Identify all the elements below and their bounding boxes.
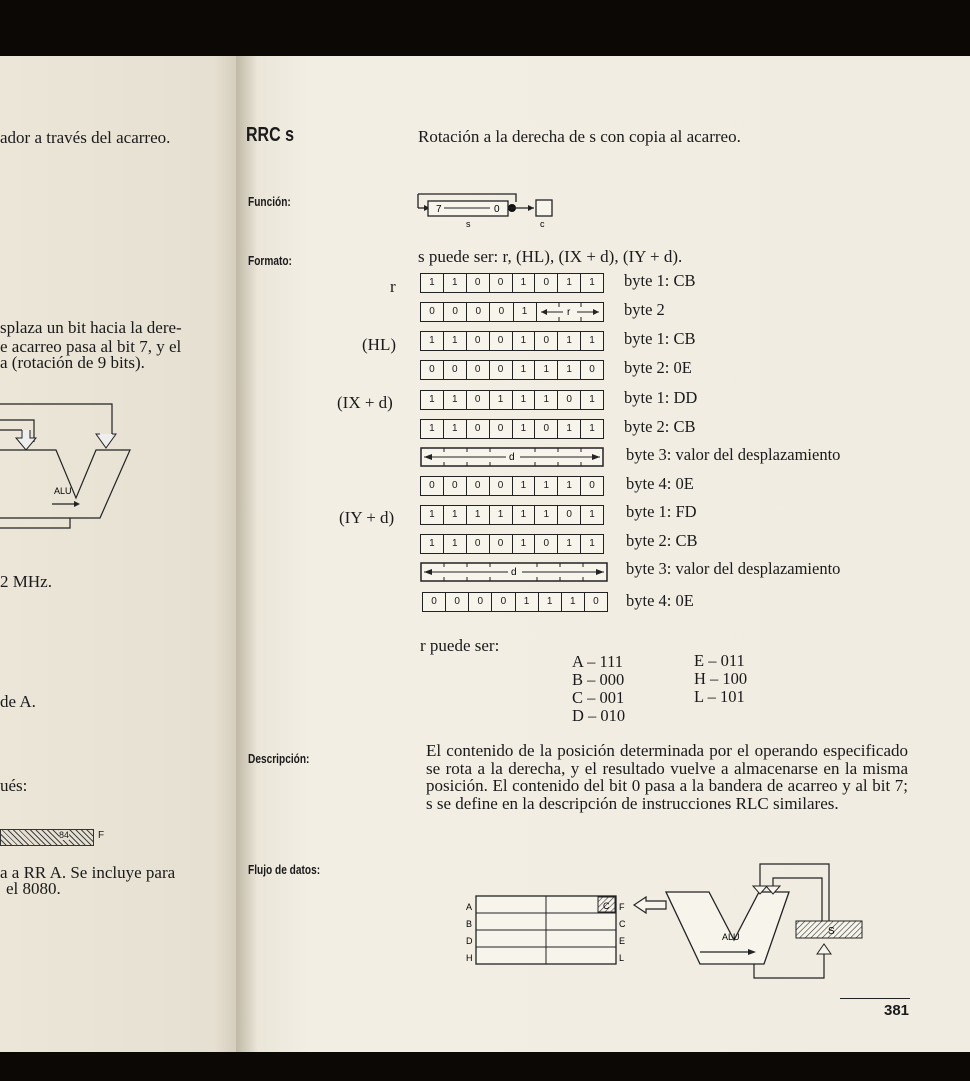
field-label: r [566, 307, 570, 318]
left-text-line: e acarreo pasa al bit 7, y el [0, 337, 182, 356]
register-code: C – 001 [572, 688, 625, 707]
byte-label: byte 2: CB [626, 531, 698, 550]
alu-label: ALU [722, 932, 740, 942]
flag-letter: F [98, 830, 105, 841]
register-label: D [466, 936, 473, 946]
register-code: H – 100 [694, 669, 748, 688]
label-formato: Formato: [248, 253, 292, 268]
opcode-row: 1 1 0 0 1 0 1 1 [420, 419, 604, 439]
left-text-line: el 8080. [6, 879, 61, 898]
opcode-row: 0 0 0 0 1 1 1 0 [420, 360, 604, 380]
register-label: H [466, 953, 473, 963]
left-text-line: de A. [0, 692, 36, 711]
page-number: 381 [884, 1002, 910, 1019]
field-label: d [511, 567, 517, 578]
register-label: A [466, 902, 473, 912]
left-text-line: a a RR A. Se incluye para [0, 863, 176, 882]
bit-high-label: 7 [436, 204, 442, 215]
byte-label: byte 1: CB [624, 329, 696, 348]
formato-intro: s puede ser: r, (HL), (IX + d), (IY + d). [418, 247, 683, 266]
label-funcion: Función: [248, 194, 291, 209]
operand-label: (HL) [362, 335, 396, 354]
c-label: c [540, 219, 545, 229]
label-flujo: Flujo de datos: [248, 862, 321, 877]
bottom-edge [0, 1052, 970, 1081]
left-text-line: ués: [0, 776, 28, 795]
left-text-line: ador a través del acarreo. [0, 128, 171, 147]
byte-label: byte 3: valor del desplazamiento [626, 559, 841, 578]
byte-label: byte 1: FD [626, 502, 697, 521]
opcode-row: 0 0 0 0 1 1 1 0 [420, 476, 604, 496]
r-intro: r puede ser: [420, 636, 500, 655]
rotation-diagram [416, 192, 566, 232]
byte-label: byte 2: CB [624, 417, 696, 436]
operand-label: (IX + d) [337, 393, 393, 412]
register-code: A – 111 [572, 652, 624, 671]
byte-label: byte 2 [624, 300, 665, 319]
byte-label: byte 3: valor del desplazamiento [626, 445, 841, 464]
field-label: d [509, 452, 515, 463]
opcode-row: 0 0 0 0 1 1 1 0 [422, 592, 608, 612]
opcode-row: 1 1 0 1 1 1 0 1 [420, 390, 604, 410]
label-descripcion: Descripción: [248, 751, 310, 766]
register-code: E – 011 [694, 651, 745, 670]
left-alu-label: ALU [54, 486, 72, 496]
left-page [0, 56, 252, 1081]
displacement-field [420, 447, 606, 469]
s-label: s [466, 219, 471, 229]
register-label: E [619, 936, 626, 946]
byte-label: byte 4: 0E [626, 591, 694, 610]
opcode-row: 1 1 0 0 1 0 1 1 [420, 331, 604, 351]
operand-label: (IY + d) [339, 508, 395, 527]
opcode-row: 1 1 0 0 1 0 1 1 [420, 534, 604, 554]
left-alu-diagram [0, 398, 160, 548]
footer-rule [840, 998, 910, 999]
s-operand-label: S [828, 926, 835, 937]
flag-register [0, 829, 94, 846]
opcode-row: 1 1 1 1 1 1 0 1 [420, 505, 604, 525]
byte-label: byte 1: DD [624, 388, 698, 407]
byte-label: byte 1: CB [624, 271, 696, 290]
instruction-summary: Rotación a la derecha de s con copia al acarreo. [418, 127, 741, 146]
description-text: El contenido de la posición determinada por el operando especificado se rota a la derecha, y el resultado vuelve a almacenarse en la misma posición. El contenido del bit 0 pasa a la bandera de acarreo y al bit 7; s se define en la descripción de instrucciones RLC similares. [426, 741, 908, 813]
opcode-row: 1 1 0 0 1 0 1 1 [420, 273, 604, 293]
register-code: L – 101 [694, 687, 745, 706]
byte-label: byte 2: 0E [624, 358, 692, 377]
operand-label: r [390, 277, 396, 296]
register-code: B – 000 [572, 670, 625, 689]
register-label: F [619, 902, 625, 912]
register-code: D – 010 [572, 706, 626, 725]
carry-label: C [603, 901, 610, 911]
flag-value: 84 [59, 830, 70, 840]
bit-low-label: 0 [494, 204, 500, 215]
opcode-row: 0 0 0 0 1 r [420, 302, 604, 322]
byte-label: byte 4: 0E [626, 474, 694, 493]
mnemonic-title: RRC s [246, 124, 295, 146]
register-label: C [619, 919, 626, 929]
left-text-line: splaza un bit hacia la dere- [0, 318, 182, 337]
data-flow-diagram [464, 860, 874, 986]
left-text-line: a (rotación de 9 bits). [0, 353, 145, 372]
register-label: B [466, 919, 473, 929]
left-text-line: 2 MHz. [0, 572, 52, 591]
displacement-field [420, 562, 610, 584]
register-label: L [619, 953, 625, 963]
